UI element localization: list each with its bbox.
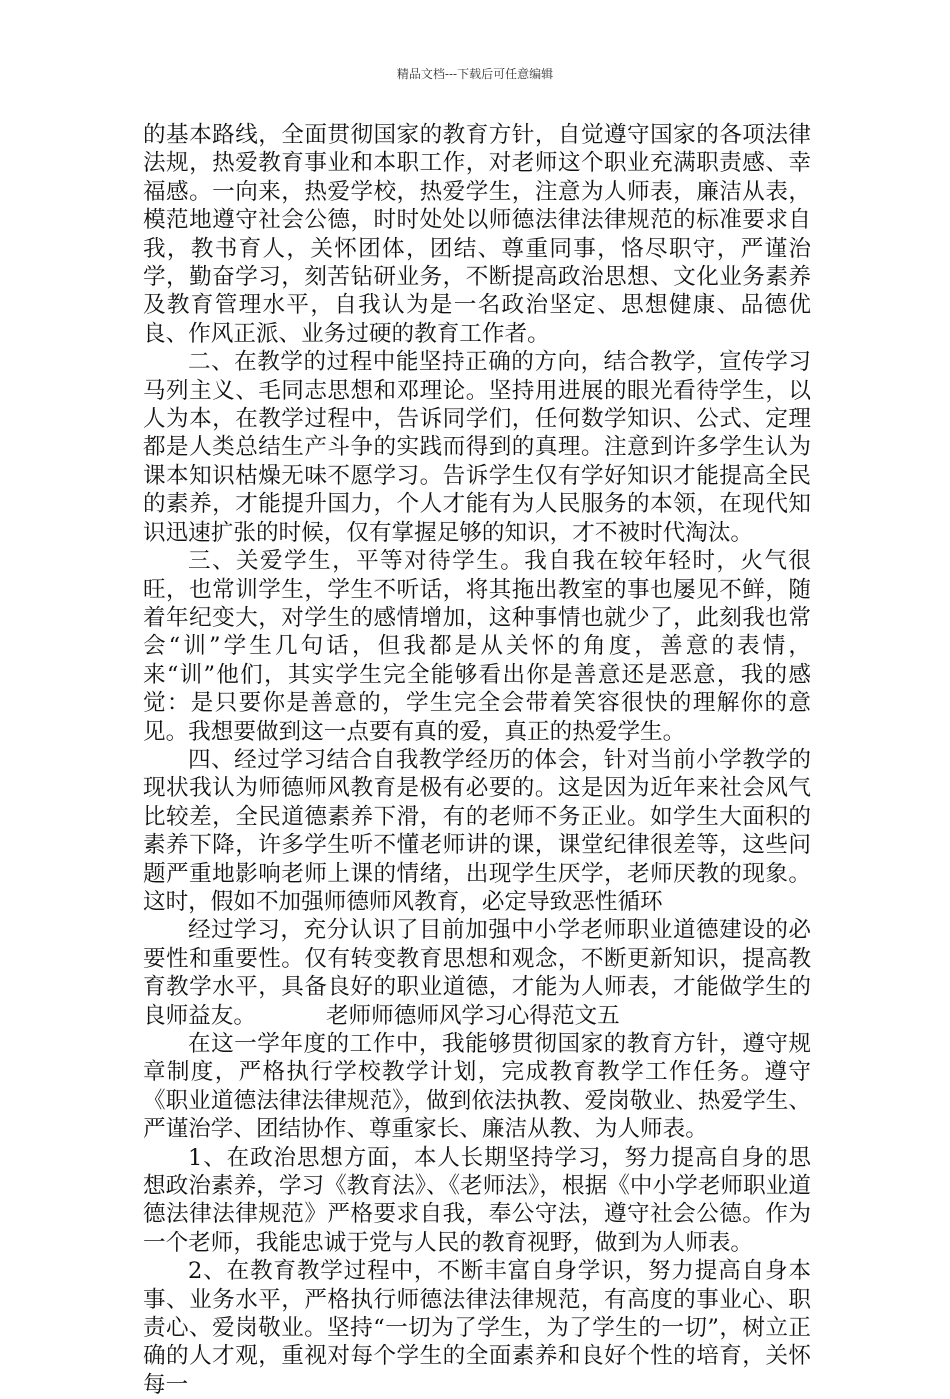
paragraph-3: 三、关爱学生，平等对待学生。我自我在较年轻时，火气很旺，也常训学生，学生不听话，将其拖出教室的事也屡见不鲜，随着年纪变大，对学生的感情增加，这种事情也就少了，此刻我也常会“训”学生几句话，但我都是从关怀的角度，善意的表情，来“训”他们，其实学生完全能够看出你是善意还是恶意，我的感觉：是只要你是善意的，学生完全会带着笑容很快的理解你的意见。我想要做到这一点要有真的爱，真正的热爱学生。 [143, 548, 811, 745]
paragraph-7: 1、在政治思想方面，本人长期坚持学习，努力提高自身的思想政治素养，学习《教育法》、《老师法》，根据《中小学老师职业道德法律法律规范》严格要求自我，奉公守法，遵守社会公德。作为一个老师，我能忠诚于党与人民的教育视野，做到为人师表。 [143, 1144, 811, 1256]
paragraph-4: 四、经过学习结合自我教学经历的体会，针对当前小学教学的现状我认为师德师风教育是极有必要的。这是因为近年来社会风气比较差，全民道德素养下滑，有的老师不务正业。如学生大面积的素养下降，许多学生听不懂老师讲的课，课堂纪律很差等，这些问题严重地影响老师上课的情绪，出现学生厌学，老师厌教的现象。这时，假如不加强师德师风教育，必定导致恶性循环 [143, 746, 811, 915]
paragraph-2: 二、在教学的过程中能坚持正确的方向，结合教学，宣传学习马列主义、毛同志思想和邓理论。坚持用进展的眼光看待学生，以人为本，在教学过程中，告诉同学们，任何数学知识、公式、定理都是人类总结生产斗争的实践而得到的真理。注意到许多学生认为课本知识枯燥无味不愿学习。告诉学生仅有学好知识才能提高全民的素养，才能提升国力，个人才能有为人民服务的本领，在现代知识迅速扩张的时候，仅有掌握足够的知识，才不被时代淘汰。 [143, 349, 811, 546]
paragraph-8: 2、在教育教学过程中，不断丰富自身学识，努力提高自身本事、业务水平，严格执行师德法律法律规范，有高度的事业心、职责心、爱岗敬业。坚持“一切为了学生，为了学生的一切”，树立正确的人才观，重视对每个学生的全面素养和良好个性的培育，关怀每一 [143, 1258, 811, 1398]
document-body [143, 121, 811, 1399]
paragraph-5 [143, 916, 811, 1030]
paragraph-6: 在这一学年度的工作中，我能够贯彻国家的教育方针，遵守规章制度，严格执行学校教学计划，完成教育教学工作任务。遵守《职业道德法律法律规范》，做到依法执教、爱岗敬业、热爱学生、严谨治学、团结协作、尊重家长、廉洁从教、为人师表。 [143, 1031, 811, 1143]
section-heading: 老师师德师风学习心得范文五 [325, 1002, 620, 1029]
page-header: 精品文档---下载后可任意编辑 [396, 67, 554, 81]
paragraph-5-text: 经过学习，充分认识了目前加强中小学老师职业道德建设的必要性和重要性。仅有转变教育思想和观念，不断更新知识，提高教育教学水平，具备良好的职业道德，才能为人师表，才能做学生的良师益友。 [143, 917, 811, 1029]
paragraph-1: 的基本路线，全面贯彻国家的教育方针，自觉遵守国家的各项法律法规，热爱教育事业和本职工作，对老师这个职业充满职责感、幸福感。一向来，热爱学校，热爱学生，注意为人师表，廉洁从表，模范地遵守社会公德，时时处处以师德法律法律规范的标准要求自我，教书育人，关怀团体，团结、尊重同事，恪尽职守，严谨治学，勤奋学习，刻苦钻研业务，不断提高政治思想、文化业务素养及教育管理水平，自我认为是一名政治坚定、思想健康、品德优良、作风正派、业务过硬的教育工作者。 [143, 122, 811, 347]
